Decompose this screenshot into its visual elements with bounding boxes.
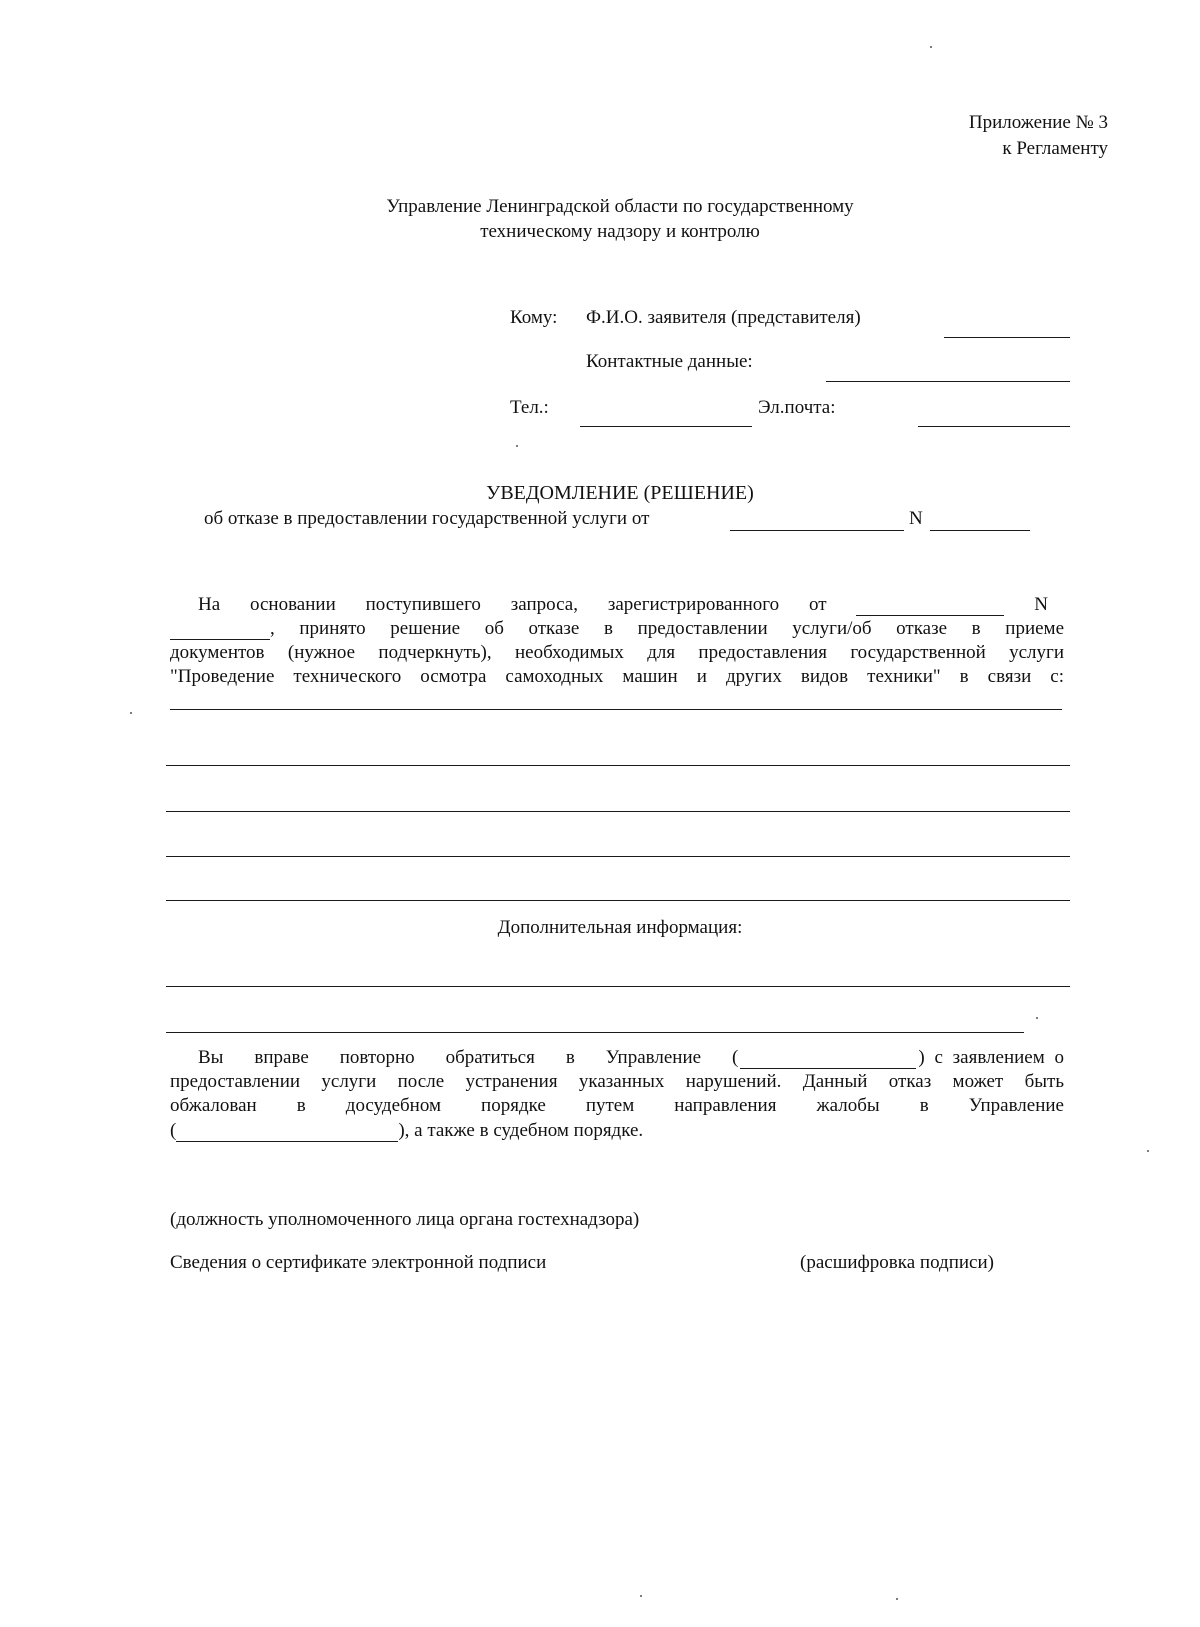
- phone-label: Тел.:: [510, 397, 549, 418]
- appeal-line-4-rest: ), а также в судебном порядке.: [398, 1120, 644, 1141]
- contacts-label: Контактные данные:: [586, 351, 753, 372]
- signature-decoding: (расшифровка подписи): [800, 1252, 994, 1273]
- appeal-line-4-open: (: [170, 1120, 177, 1141]
- notice-date-field[interactable]: [730, 530, 904, 531]
- notice-number-label: N: [909, 508, 923, 529]
- request-date-field[interactable]: [856, 597, 1004, 616]
- body-word: от: [808, 594, 827, 615]
- appeal-line-2: предоставлении услуги после устранения указанных нарушений. Данный отказ может быть: [170, 1071, 1064, 1092]
- additional-info-line[interactable]: [166, 1032, 1024, 1033]
- scan-speck: [930, 46, 932, 48]
- request-number-field[interactable]: [170, 621, 270, 640]
- appeal-line-3: обжалован в досудебном порядке путем направления жалобы в Управление: [170, 1095, 1064, 1116]
- notice-title: УВЕДОМЛЕНИЕ (РЕШЕНИЕ): [486, 482, 754, 504]
- body-word: На: [198, 594, 221, 615]
- recipient-to-label: Кому:: [510, 307, 558, 328]
- appeal-line-1-part-1: Вы вправе повторно обратиться в Управление (: [198, 1047, 739, 1068]
- appendix-line-2: к Регламенту: [1002, 138, 1108, 159]
- scan-speck: [1147, 1150, 1149, 1152]
- additional-info-line[interactable]: [166, 986, 1070, 987]
- scan-speck: [640, 1595, 642, 1597]
- scan-speck: [1036, 1017, 1038, 1019]
- contacts-field[interactable]: [826, 381, 1070, 382]
- notice-subtitle: об отказе в предоставлении государственной услуги от: [204, 508, 650, 529]
- appendix-line-1: Приложение № 3: [968, 112, 1108, 133]
- reason-line[interactable]: [166, 856, 1070, 857]
- scan-speck: [130, 712, 132, 714]
- body-n-label: N: [1034, 594, 1048, 615]
- signature-certificate: Сведения о сертификате электронной подписи: [170, 1252, 547, 1273]
- email-label: Эл.почта:: [758, 397, 836, 418]
- email-field[interactable]: [918, 426, 1070, 427]
- additional-info-label: Дополнительная информация:: [497, 917, 743, 938]
- body-word: зарегистрированного: [607, 594, 780, 615]
- body-line-2: [170, 618, 1064, 640]
- reason-line[interactable]: [170, 709, 1062, 710]
- authority-line-2: техническому надзору и контролю: [480, 221, 760, 242]
- body-line-1: [198, 594, 1048, 616]
- authority-line-1: Управление Ленинградской области по государственному: [386, 196, 854, 217]
- scan-speck: [896, 1598, 898, 1600]
- recipient-name-label: Ф.И.О. заявителя (представителя): [586, 307, 861, 328]
- body-word: запроса,: [510, 594, 578, 615]
- signature-position: (должность уполномоченного лица органа гостехнадзора): [170, 1209, 640, 1230]
- appeal-body-field[interactable]: [176, 1123, 398, 1142]
- appeal-line-1: [198, 1047, 1064, 1069]
- appeal-line-4: [170, 1120, 643, 1142]
- scan-speck: [516, 445, 518, 447]
- appeal-line-1-part-2: ) с заявлением о: [918, 1047, 1064, 1068]
- body-line-3: документов (нужное подчеркнуть), необходимых для предоставления государственной услуги: [170, 642, 1064, 663]
- body-line-4: "Проведение технического осмотра самоходных машин и других видов техники" в связи с:: [170, 666, 1064, 687]
- body-line-2-text: , принято решение об отказе в предоставлении услуги/об отказе в приеме: [270, 618, 1064, 639]
- reason-line[interactable]: [166, 900, 1070, 901]
- recipient-name-field[interactable]: [944, 337, 1070, 338]
- appeal-authority-field[interactable]: [740, 1050, 916, 1069]
- body-word: поступившего: [365, 594, 481, 615]
- reason-line[interactable]: [166, 811, 1070, 812]
- phone-field[interactable]: [580, 426, 752, 427]
- reason-line[interactable]: [166, 765, 1070, 766]
- notice-number-field[interactable]: [930, 530, 1030, 531]
- body-word: основании: [250, 594, 336, 615]
